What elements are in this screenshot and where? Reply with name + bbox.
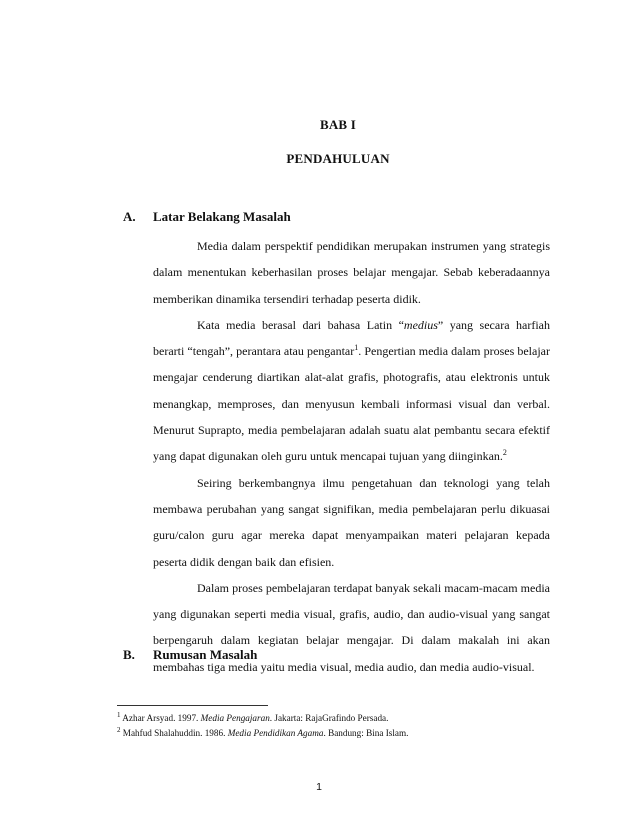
section-marker: A. (123, 209, 136, 224)
footnote-reference: 1 (354, 343, 359, 353)
section-title: Rumusan Masalah (153, 647, 258, 662)
paragraph-text: ” yang secara harfiah berarti “tengah”, perantara atau pengantar (153, 317, 551, 359)
chapter-title: PENDAHULUAN (286, 151, 390, 166)
section-heading-a (123, 209, 291, 225)
paragraph: Dalam proses pembelajaran terdapat banyak sekali macam-macam media yang digunakan seperti media visual, grafis, audio, dan audio-visual yang sangat berpengaruh dalam kegiatan belajar mengajar. Di dalam makalah ini akan membahas tiga media yaitu media visual, media audio, dan media audio-visual. (153, 580, 550, 674)
paragraph-text: . Pengertian media dalam proses belajar mengajar cenderung diartikan alat-alat grafis, photografis, atau elektronis untuk menangkap, memproses, dan menyusun kembali informasi visual dan verbal. Menurut Suprapto, media pembelajaran adalah suatu alat pembantu secara efektif yang dapat digunakan oleh guru untuk mencapai tujuan yang diinginkan. (153, 344, 550, 464)
footnote-text: Mahfud Shalahuddin. 1986. (122, 728, 228, 738)
italic-term: medius (403, 317, 438, 332)
footnote (117, 711, 557, 726)
footnote-reference: 2 (502, 448, 507, 458)
footnote-number: 2 (117, 725, 121, 734)
footnote-number: 1 (117, 710, 121, 719)
footnote-text: . Jakarta: RajaGrafindo Persada. (269, 713, 389, 723)
footnote-title: Media Pengajaran (200, 713, 270, 723)
paragraph: Seiring berkembangnya ilmu pengetahuan dan teknologi yang telah membawa perubahan yang sangat signifikan, media pembelajaran perlu dikuasai guru/calon guru agar mereka dapat menyampaikan materi pelajaran kepada peserta didik dengan baik dan efisien. (153, 475, 550, 569)
footnote-text: Azhar Arsyad. 1997. (122, 713, 201, 723)
section-a-body (153, 233, 550, 680)
footnote (117, 726, 557, 741)
footnote-divider (117, 705, 268, 706)
section-title: Latar Belakang Masalah (153, 209, 291, 224)
section-heading-b (123, 647, 257, 663)
footnotes (117, 711, 557, 741)
paragraph: Media dalam perspektif pendidikan merupakan instrumen yang strategis dalam menentukan keberhasilan proses belajar mengajar. Sebab keberadaannya memberikan dinamika tersendiri terhadap peserta didik. (153, 239, 550, 306)
paragraph-text: Kata media berasal dari bahasa Latin “ (197, 317, 404, 332)
paragraph (153, 312, 550, 470)
footnote-text: . Bandung: Bina Islam. (323, 728, 409, 738)
chapter-number: BAB I (319, 117, 357, 132)
page-number: 1 (316, 781, 322, 793)
footnote-title: Media Pendidikan Agama (227, 728, 324, 738)
section-marker: B. (123, 647, 135, 662)
